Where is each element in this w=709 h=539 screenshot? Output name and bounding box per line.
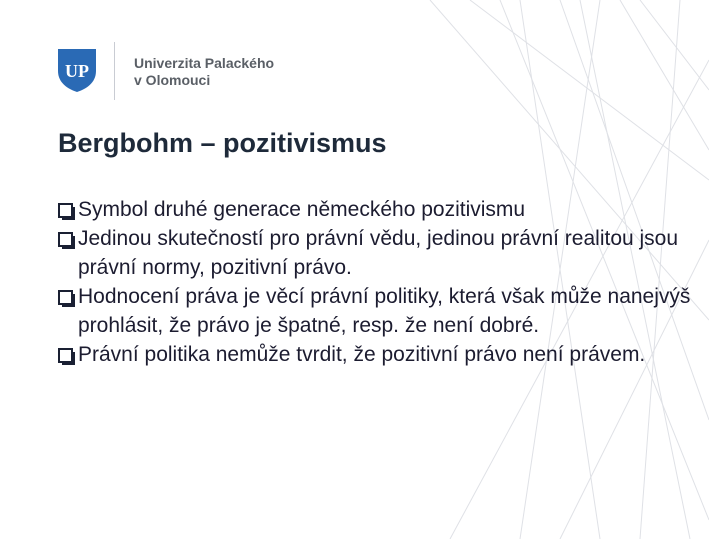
university-name (134, 55, 274, 89)
list-item (58, 224, 698, 282)
list-item (58, 282, 698, 340)
checkbox-square-icon (58, 232, 75, 249)
svg-text:UP: UP (65, 61, 89, 81)
checkbox-square-icon (58, 290, 75, 307)
list-item (58, 195, 698, 224)
list-item (58, 340, 698, 369)
bullet-text: Právní politika nemůže tvrdit, že pozitivní právo není právem. (78, 343, 646, 366)
slide-title: Bergbohm – pozitivismus (58, 128, 387, 158)
checkbox-square-icon (58, 203, 75, 220)
university-name-line1: Univerzita Palackého (134, 55, 275, 71)
university-logo-icon (56, 47, 98, 93)
university-name-line2: v Olomouci (134, 72, 211, 88)
bullet-text: Hodnocení práva je věcí právní politiky, která však může nanejvýš prohlásit, že právo je špatné, resp. že není dobré. (78, 285, 691, 337)
logo-divider (114, 42, 115, 100)
checkbox-square-icon (58, 348, 75, 365)
bullet-text: Symbol druhé generace německého pozitivismu (78, 198, 526, 221)
bullet-list (58, 195, 698, 369)
bullet-text: Jedinou skutečností pro právní vědu, jedinou právní realitou jsou právní normy, pozitivní právo. (78, 227, 679, 279)
